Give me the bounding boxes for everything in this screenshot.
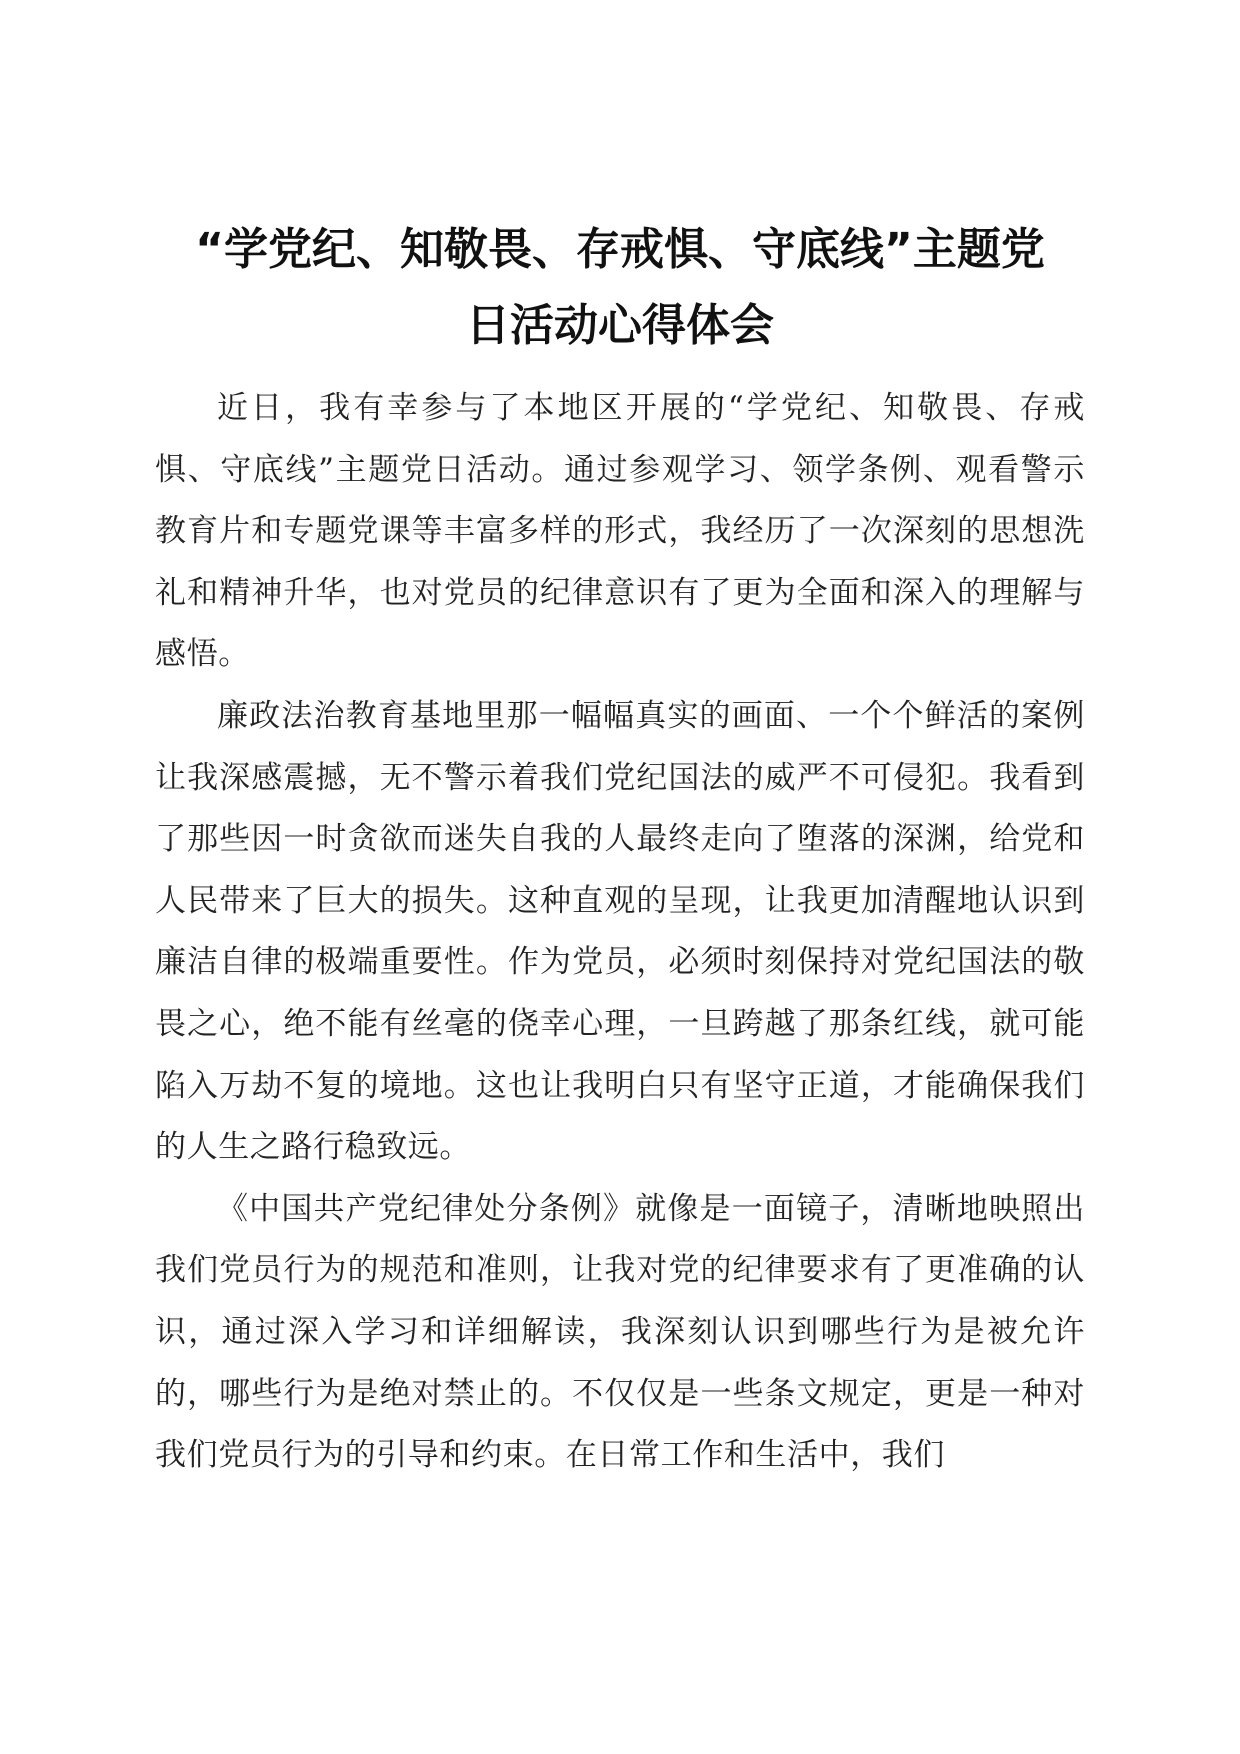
document-body <box>155 378 1085 1487</box>
document-title <box>150 212 1090 364</box>
paragraph-2: 廉政法治教育基地里那一幅幅真实的画面、一个个鲜活的案例让我深感震撼，无不警示着我们党纪国法的威严不可侵犯。我看到了那些因一时贪欲而迷失自我的人最终走向了堕落的深渊，给党和人民带来了巨大的损失。这种直观的呈现，让我更加清醒地认识到廉洁自律的极端重要性。作为党员，必须时刻保持对党纪国法的敬畏之心，绝不能有丝毫的侥幸心理，一旦跨越了那条红线，就可能陷入万劫不复的境地。这也让我明白只有坚守正道，才能确保我们的人生之路行稳致远。 <box>155 697 1085 1166</box>
title-line-2: 日活动心得体会 <box>466 300 774 351</box>
title-line-1: “学党纪、知敬畏、存戒惧、守底线”主题党 <box>195 224 1045 275</box>
paragraph-3: 《中国共产党纪律处分条例》就像是一面镜子，清晰地映照出我们党员行为的规范和准则，让我对党的纪律要求有了更准确的认识，通过深入学习和详细解读，我深刻认识到哪些行为是被允许的，哪些行为是绝对禁止的。不仅仅是一些条文规定，更是一种对我们党员行为的引导和约束。在日常工作和生活中，我们 <box>155 1190 1085 1474</box>
paragraph-1: 近日，我有幸参与了本地区开展的“学党纪、知敬畏、存戒惧、守底线”主题党日活动。通过参观学习、领学条例、观看警示教育片和专题党课等丰富多样的形式，我经历了一次深刻的思想洗礼和精神升华，也对党员的纪律意识有了更为全面和深入的理解与感悟。 <box>155 390 1085 673</box>
